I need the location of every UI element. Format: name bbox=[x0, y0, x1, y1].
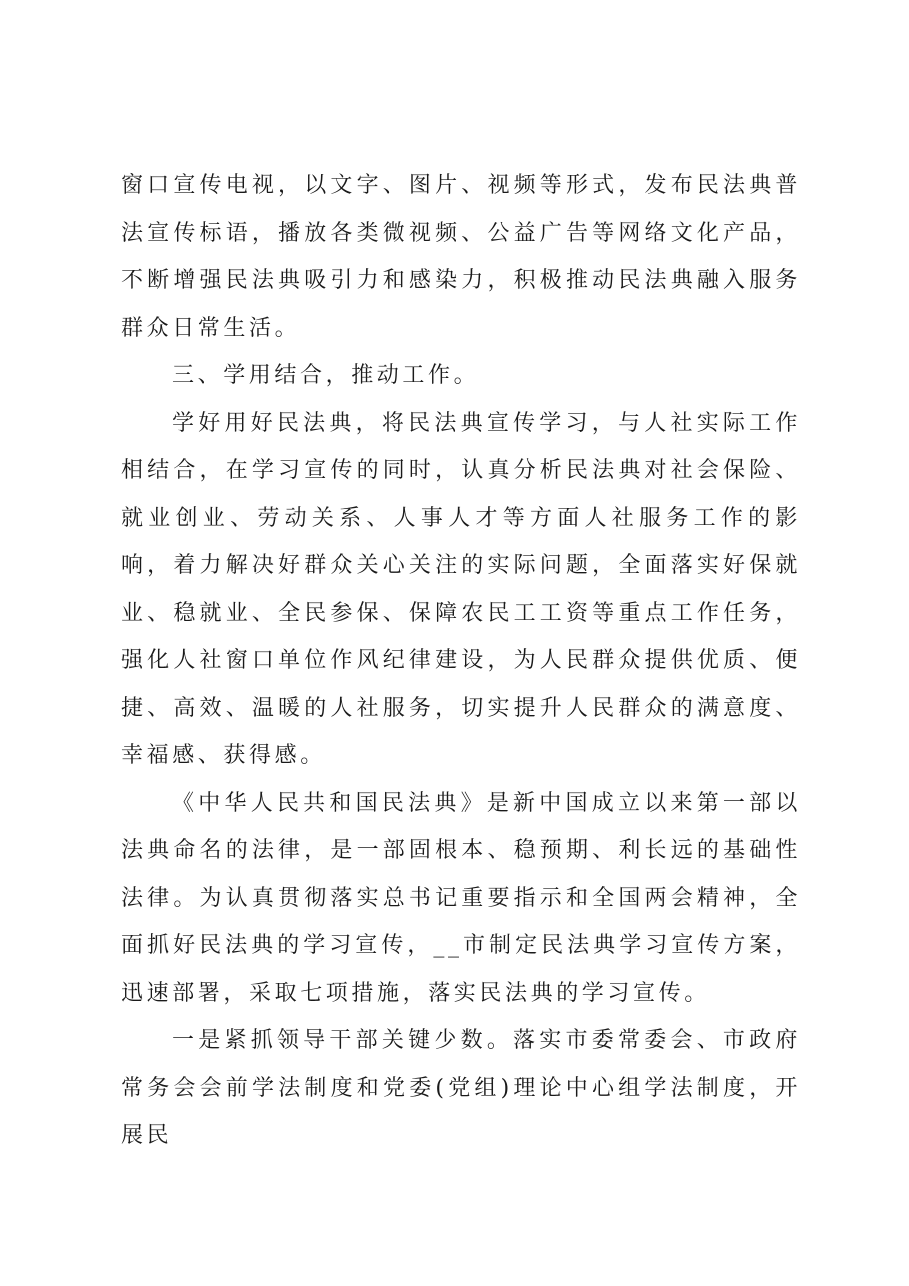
section-heading: 三、学用结合，推动工作。 bbox=[172, 363, 480, 388]
document-body bbox=[121, 162, 801, 1160]
paragraph-continuation: 窗口宣传电视，以文字、图片、视频等形式，发布民法典普法宣传标语，播放各类微视频、公益广告等网络文化产品，不断增强民法典吸引力和感染力，积极推动民法典融入服务群众日常生活。 bbox=[121, 173, 801, 341]
paragraph-study-application: 学好用好民法典，将民法典宣传学习，与人社实际工作相结合，在学习宣传的同时，认真分析民法典对社会保险、就业创业、劳动关系、人事人才等方面人社服务工作的影响，着力解决好群众关心关注的实际问题，全面落实好保就业、稳就业、全民参保、保障农民工工资等重点工作任务，强化人社窗口单位作风纪律建设，为人民群众提供优质、便捷、高效、温暖的人社服务，切实提升人民群众的满意度、幸福感、获得感。 bbox=[121, 410, 801, 768]
paragraph-measure-one: 一是紧抓领导干部关键少数。落实市委常委会、市政府常务会会前学法制度和党委(党组)理论中心组学法制度，开展民 bbox=[121, 1028, 801, 1148]
paragraph-civil-code-intro: 《中华人民共和国民法典》是新中国成立以来第一部以法典命名的法律，是一部固根本、稳预期、利长远的基础性法律。为认真贯彻落实总书记重要指示和全国两会精神，全面抓好民法典的学习宣传，__市制定民法典学习宣传方案，迅速部署，采取七项措施，落实民法典的学习宣传。 bbox=[121, 790, 801, 1006]
